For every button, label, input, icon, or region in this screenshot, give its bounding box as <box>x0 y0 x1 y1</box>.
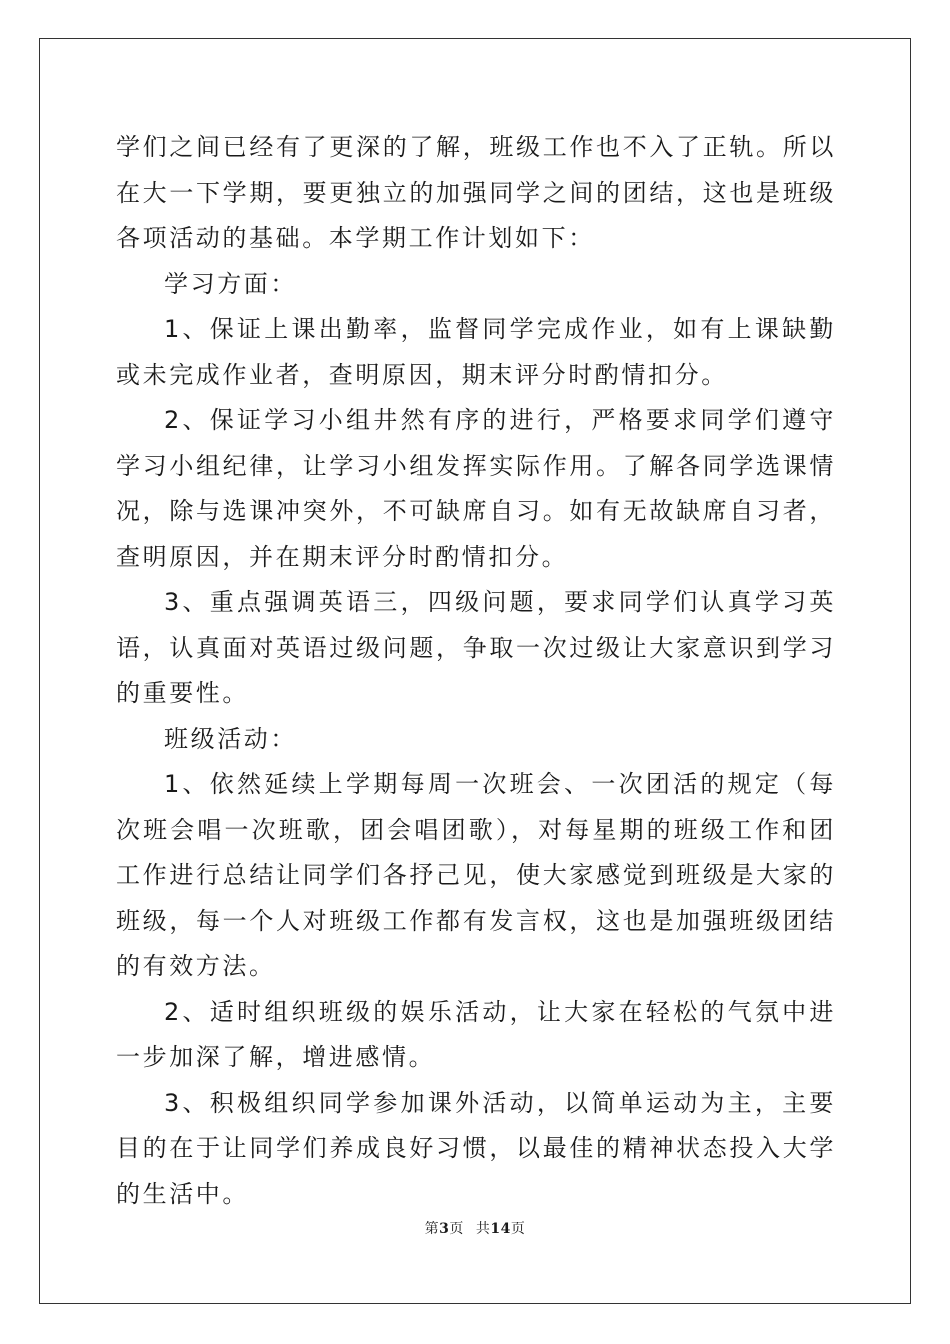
page-suffix: 页 <box>449 1221 464 1237</box>
section-heading-study: 学习方面： <box>164 269 297 298</box>
paragraph: 2、保证学习小组井然有序的进行，严格要求同学们遵守学习小组纪律，让学习小组发挥实际作用。了解各同学选课情况，除与选课冲突外，不可缺席自习。如有无故缺席自习者，查明原因，并在期末评分时酌情扣分。 <box>116 406 836 571</box>
paragraph: 3、重点强调英语三，四级问题，要求同学们认真学习英语，认真面对英语过级问题，争取一次过级让大家意识到学习的重要性。 <box>116 588 836 707</box>
paragraph: 1、依然延续上学期每周一次班会、一次团活的规定（每次班会唱一次班歌，团会唱团歌），对每星期的班级工作和团工作进行总结让同学们各抒己见，使大家感觉到班级是大家的班级，每一个人对班级工作都有发言权，这也是加强班级团结的有效方法。 <box>116 770 836 980</box>
page-footer <box>0 1218 950 1238</box>
paragraph: 学们之间已经有了更深的了解，班级工作也不入了正轨。所以在大一下学期，要更独立的加强同学之间的团结，这也是班级各项活动的基础。本学期工作计划如下： <box>116 133 836 252</box>
paragraph: 3、积极组织同学参加课外活动，以简单运动为主，主要目的在于让同学们养成良好习惯，以最佳的精神状态投入大学的生活中。 <box>116 1088 836 1208</box>
paragraph: 1、保证上课出勤率，监督同学完成作业，如有上课缺勤或未完成作业者，查明原因，期末评分时酌情扣分。 <box>116 315 836 389</box>
section-heading-activities: 班级活动： <box>164 724 297 753</box>
document-body <box>116 125 836 1217</box>
total-pages: 14 <box>490 1221 511 1237</box>
paragraph: 2、适时组织班级的娱乐活动，让大家在轻松的气氛中进一步加深了解，增进感情。 <box>116 997 836 1071</box>
page-prefix: 第 <box>424 1221 440 1237</box>
total-prefix: 共 <box>475 1221 491 1237</box>
total-suffix: 页 <box>510 1221 526 1237</box>
page-number: 3 <box>439 1221 450 1237</box>
